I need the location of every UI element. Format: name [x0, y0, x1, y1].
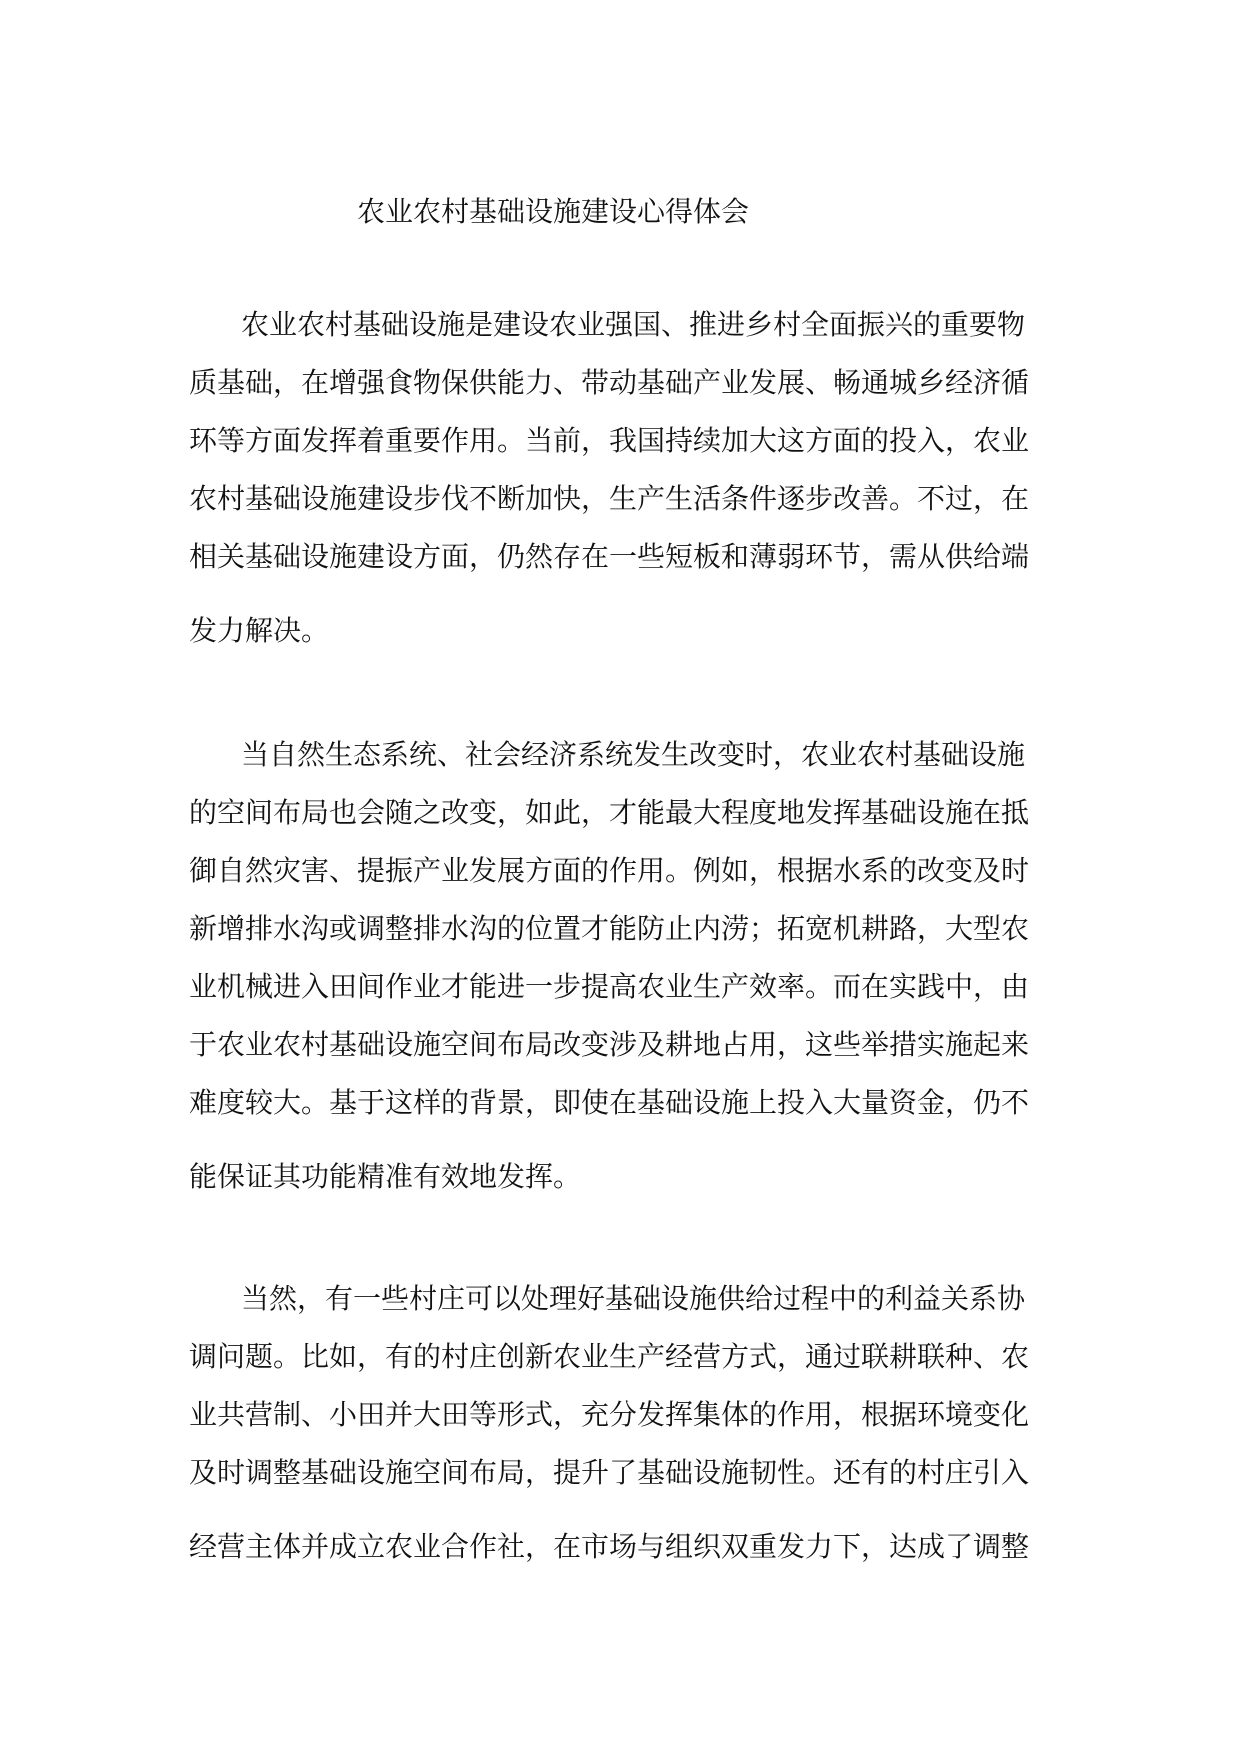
- paragraph-line: 相关基础设施建设方面，仍然存在一些短板和薄弱环节，需从供给端: [189, 540, 1030, 573]
- paragraph-line: 新增排水沟或调整排水沟的位置才能防止内涝；拓宽机耕路，大型农: [189, 912, 1030, 945]
- paragraph-line: 业机械进入田间作业才能进一步提高农业生产效率。而在实践中，由: [189, 970, 1030, 1003]
- paragraph-line: 环等方面发挥着重要作用。当前，我国持续加大这方面的投入，农业: [189, 424, 1030, 457]
- paragraph-2: [189, 726, 1054, 1206]
- paragraph-line: 当然，有一些村庄可以处理好基础设施供给过程中的利益关系协: [241, 1282, 1026, 1315]
- paragraph-line: 经营主体并成立农业合作社，在市场与组织双重发力下，达成了调整: [189, 1530, 1030, 1563]
- paragraph-line: 能保证其功能精准有效地发挥。: [189, 1160, 582, 1193]
- paragraph-line: 当自然生态系统、社会经济系统发生改变时，农业农村基础设施: [241, 738, 1026, 771]
- paragraph-3: [189, 1270, 1054, 1576]
- paragraph-line: 质基础，在增强食物保供能力、带动基础产业发展、畅通城乡经济循: [189, 366, 1030, 399]
- paragraph-line: 农业农村基础设施是建设农业强国、推进乡村全面振兴的重要物: [241, 308, 1026, 341]
- paragraph-line: 业共营制、小田并大田等形式，充分发挥集体的作用，根据环境变化: [189, 1398, 1030, 1431]
- paragraph-line: 的空间布局也会随之改变，如此，才能最大程度地发挥基础设施在抵: [189, 796, 1030, 829]
- paragraph-line: 于农业农村基础设施空间布局改变涉及耕地占用，这些举措实施起来: [189, 1028, 1030, 1061]
- paragraph-line: 御自然灾害、提振产业发展方面的作用。例如，根据水系的改变及时: [189, 854, 1030, 887]
- paragraph-line: 发力解决。: [189, 614, 330, 647]
- paragraph-line: 及时调整基础设施空间布局，提升了基础设施韧性。还有的村庄引入: [189, 1456, 1030, 1489]
- paragraph-line: 调问题。比如，有的村庄创新农业生产经营方式，通过联耕联种、农: [189, 1340, 1030, 1373]
- document-title: 农业农村基础设施建设心得体会: [357, 195, 750, 228]
- paragraph-line: 难度较大。基于这样的背景，即使在基础设施上投入大量资金，仍不: [189, 1086, 1030, 1119]
- paragraph-1: [189, 296, 1054, 660]
- paragraph-line: 农村基础设施建设步伐不断加快，生产生活条件逐步改善。不过，在: [189, 482, 1030, 515]
